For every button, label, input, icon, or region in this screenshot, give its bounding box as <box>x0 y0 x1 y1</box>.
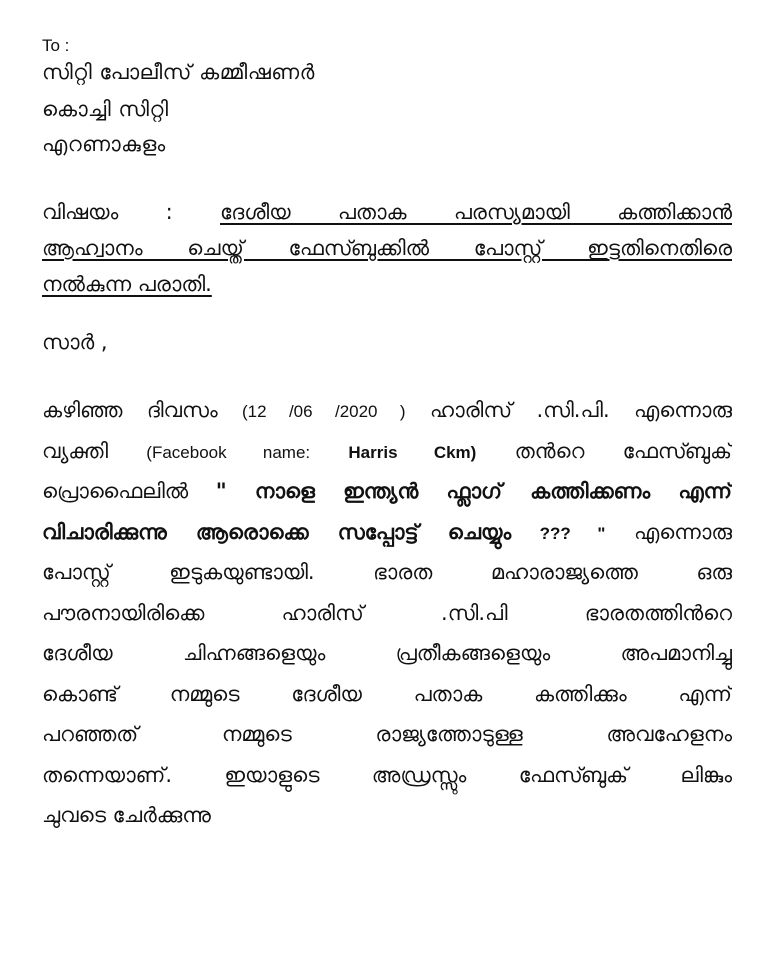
body-line-10: തന്നെയാണ്. ഇയാളുടെ അഡ്രസ്സും ഫേസ്ബുക് ലിങ്കും <box>42 762 732 787</box>
body-line-11: ചുവടെ ചേർക്കുന്നു <box>42 803 211 827</box>
subject-line-3 <box>42 266 732 302</box>
subject-block <box>42 194 732 302</box>
subject-label: വിഷയം : <box>42 200 173 224</box>
recipient-line-2: കൊച്ചി സിറ്റി <box>42 97 169 121</box>
body-line-3 <box>42 471 732 512</box>
subject-text-1: ദേശീയ പതാക പരസ്യമായി കത്തിക്കാൻ <box>220 200 732 224</box>
quoted-post-end: ??? " <box>539 523 606 543</box>
subject-text-3: നൽകുന്ന പരാതി. <box>42 272 212 296</box>
recipient-line-1: സിറ്റി പോലീസ് കമ്മീഷണർ <box>42 60 315 84</box>
body-line-4-b: എന്നൊരു <box>633 519 732 544</box>
body-line-4 <box>42 512 732 553</box>
body-line-7: ദേശീയ ചിഹ്നങ്ങളെയും പ്രതീകങ്ങളെയും അപമാനിച്ചു <box>42 641 732 665</box>
body-line-8: കൊണ്ട് നമ്മുടെ ദേശീയ പതാക കത്തിക്കും എന്ന് <box>42 681 732 706</box>
subject-line-2 <box>42 230 732 266</box>
facebook-label: (Facebook name: <box>146 442 311 462</box>
body-line-9: പറഞ്ഞത് നമ്മുടെ രാജ്യത്തോടുള്ള അവഹേളനം <box>42 722 732 746</box>
subject-text-2: ആഹ്വാനം ചെയ്ത് ഫേസ്ബുക്കിൽ പോസ്റ്റ് ഇട്ടതിനെതിരെ <box>42 236 732 260</box>
body-line-1 <box>42 390 732 431</box>
recipient-line-3: എറണാകുളം <box>42 132 166 156</box>
body-line-6: പൗരനായിരിക്കെ ഹാരിസ് .സി.പി ഭാരതത്തിൻറെ <box>42 600 732 625</box>
body-line-1-b: ഹാരിസ് .സി.പി. എന്നൊരു <box>429 398 732 422</box>
body-line-2-b: തൻറെ ഫേസ്ബുക് <box>514 438 732 463</box>
facebook-name: Harris Ckm) <box>348 442 477 462</box>
incident-date: (12 /06 /2020 ) <box>242 402 406 421</box>
letter-body <box>42 390 732 836</box>
quoted-post-2: വിചാരിക്കുന്നു ആരൊക്കെ സപ്പോട്ട് ചെയ്യും <box>42 519 512 544</box>
subject-line-1 <box>42 194 732 230</box>
quoted-post-1: " നാളെ ഇന്ത്യൻ ഫ്ലാഗ് കത്തിക്കണം എന്ന് <box>215 479 732 503</box>
to-label: To : <box>42 36 70 55</box>
body-line-1-a: കഴിഞ്ഞ ദിവസം <box>42 398 218 422</box>
body-line-2-a: വ്യക്തി <box>42 438 109 463</box>
body-line-3-a: പ്രൊഫൈലിൽ <box>42 479 189 503</box>
body-line-5: പോസ്റ്റ് ഇടുകയുണ്ടായി. ഭാരത മഹാരാജ്യത്തെ ഒരു <box>42 560 732 584</box>
salutation: സാർ , <box>42 330 108 354</box>
body-line-2 <box>42 431 732 472</box>
